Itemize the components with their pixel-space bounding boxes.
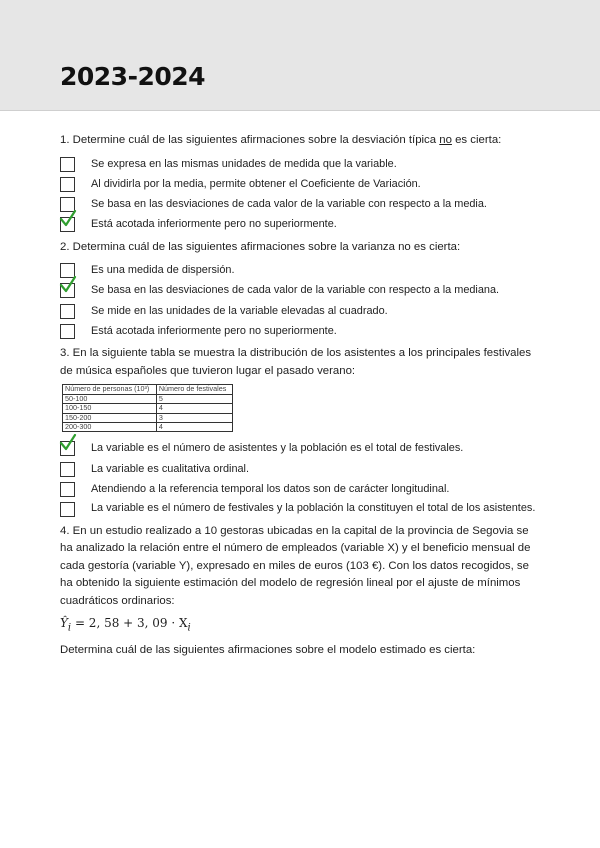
checkbox[interactable]	[60, 482, 75, 497]
checkbox[interactable]	[60, 157, 75, 172]
option-text: Al dividirla por la media, permite obtener el Coeficiente de Variación.	[91, 177, 421, 190]
question-1-option-c[interactable]	[60, 194, 540, 214]
table-header-cell: Número de personas (10³)	[63, 385, 157, 394]
question-1	[60, 132, 540, 150]
formula-rhs: = 2, 58 + 3, 09 · X	[71, 616, 188, 631]
table-cell: 50-100	[63, 394, 157, 403]
question-2-option-d[interactable]	[60, 321, 540, 341]
question-3-options	[60, 438, 540, 518]
question-1-option-b[interactable]	[60, 174, 540, 194]
table-cell: 4	[156, 423, 232, 432]
exam-content	[60, 132, 540, 659]
checkbox[interactable]	[60, 502, 75, 517]
question-1-option-d[interactable]	[60, 214, 540, 234]
table-cell: 100-150	[63, 404, 157, 413]
checkbox[interactable]	[60, 177, 75, 192]
festival-distribution-table	[62, 384, 233, 432]
question-2-option-c[interactable]	[60, 301, 540, 321]
question-1-options	[60, 154, 540, 235]
table-row	[63, 404, 233, 413]
question-3-option-b[interactable]	[60, 459, 540, 479]
option-text: La variable es cualitativa ordinal.	[91, 462, 250, 475]
table-cell: 4	[156, 404, 232, 413]
table-header-row	[63, 385, 233, 394]
option-text: Se basa en las desviaciones de cada valor de la variable con respecto a la media.	[91, 198, 487, 211]
question-1-option-a[interactable]	[60, 154, 540, 174]
checkbox[interactable]	[60, 324, 75, 339]
option-text: La variable es el número de asistentes y la población es el total de festivales.	[91, 442, 464, 455]
table-cell: 200-300	[63, 423, 157, 432]
table-cell: 150-200	[63, 413, 157, 422]
regression-formula	[60, 616, 540, 633]
question-2-option-b[interactable]	[60, 280, 540, 300]
question-1-text-before: 1. Determine cuál de las siguientes afirmaciones sobre la desviación típica	[60, 134, 440, 146]
option-text: Es una medida de dispersión.	[91, 264, 235, 277]
question-3: 3. En la siguiente tabla se muestra la distribución de los asistentes a los principales festivales de música españoles que tuvieron lugar el pasado verano:	[60, 347, 532, 377]
option-text: Se basa en las desviaciones de cada valor de la variable con respecto a la mediana.	[91, 284, 500, 297]
checkmark-icon	[59, 434, 77, 452]
question-2: 2. Determina cuál de las siguientes afirmaciones sobre la varianza no es cierta:	[60, 240, 461, 253]
question-2-options	[60, 260, 540, 341]
page-title: 2023-2024	[60, 62, 206, 91]
option-text: La variable es el número de festivales y la población la constituyen el total de los asistentes.	[91, 502, 536, 515]
table-row	[63, 423, 233, 432]
table-cell: 3	[156, 413, 232, 422]
table-cell: 5	[156, 394, 232, 403]
option-text: Se mide en las unidades de la variable elevadas al cuadrado.	[91, 304, 388, 317]
page-header	[0, 0, 600, 111]
checkmark-icon	[59, 210, 77, 228]
question-3-option-a[interactable]	[60, 438, 540, 458]
checkbox[interactable]	[60, 462, 75, 477]
option-text: Está acotada inferiormente pero no superiormente.	[91, 325, 337, 338]
question-3-option-d[interactable]	[60, 499, 540, 519]
question-3-option-c[interactable]	[60, 479, 540, 499]
option-text: Atendiendo a la referencia temporal los datos son de carácter longitudinal.	[91, 483, 450, 495]
question-4: 4. En un estudio realizado a 10 gestoras ubicadas en la capital de la provincia de Segovia se ha analizado la relación entre el número de empleados (variable X) y el beneficio mensual de cada gestoría (variable Y), expresado en miles de euros (103 €). Con los datos recogidos, se ha obtenido la siguiente estimación del modelo de regresión lineal por el ajuste de mínimos cuadráticos ordinarios:	[60, 524, 531, 607]
question-1-text-after: es cierta:	[451, 134, 502, 146]
table-header-cell: Número de festivales	[156, 385, 232, 394]
question-4-prompt: Determina cuál de las siguientes afirmaciones sobre el modelo estimado es cierta:	[60, 643, 476, 656]
formula-subscript: i	[67, 622, 72, 634]
checkbox[interactable]	[60, 304, 75, 319]
option-text: Se expresa en las mismas unidades de medida que la variable.	[91, 157, 397, 170]
formula-subscript: i	[187, 622, 191, 634]
question-2-option-a[interactable]	[60, 260, 540, 280]
question-1-underlined-word: no	[439, 134, 452, 146]
option-text: Está acotada inferiormente pero no superiormente.	[91, 218, 337, 231]
checkmark-icon	[59, 276, 77, 294]
formula-lhs: Ŷ	[60, 616, 68, 631]
